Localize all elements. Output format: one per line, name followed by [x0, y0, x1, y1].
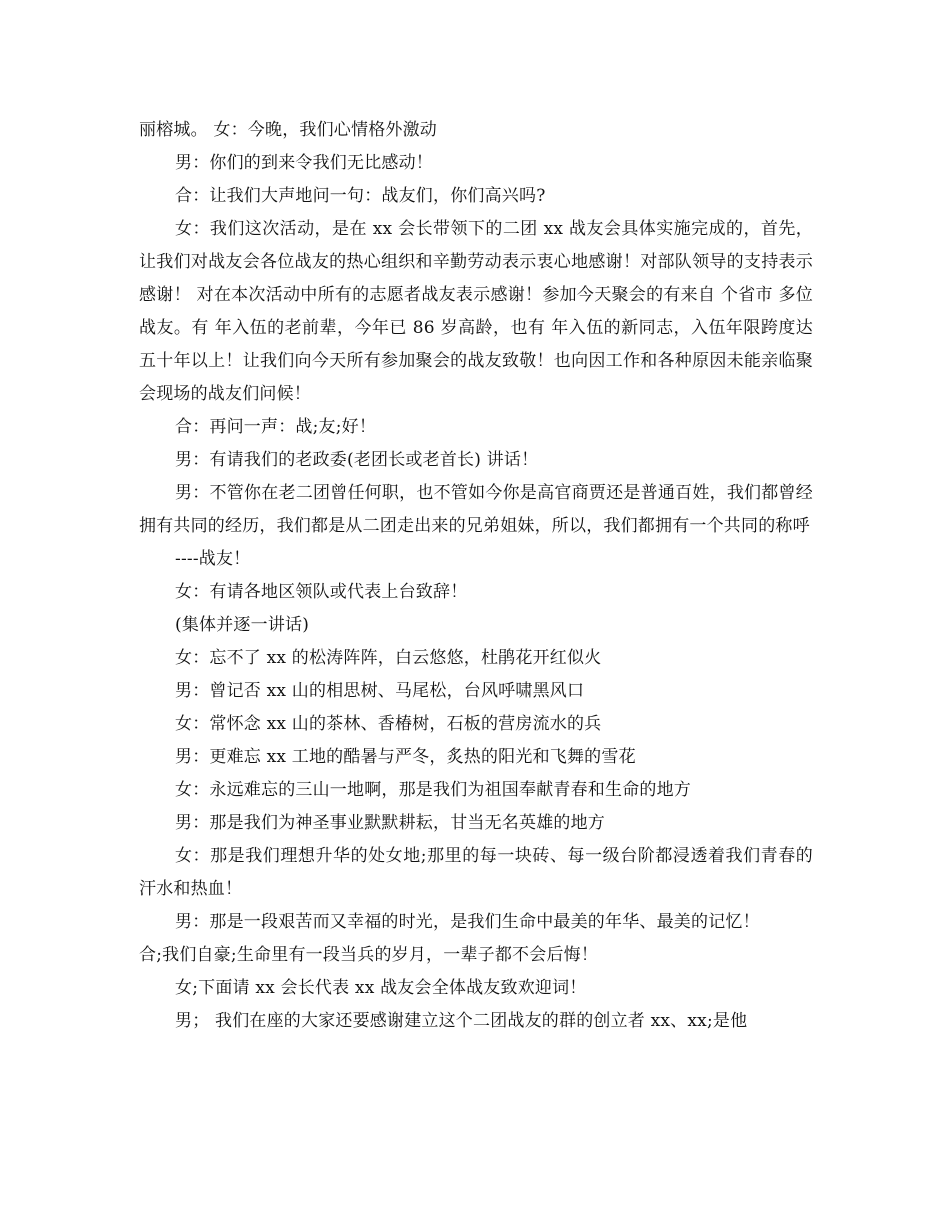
paragraph: ----战友！ [175, 549, 251, 569]
paragraph: 男：那是一段艰苦而又幸福的时光，是我们生命中最美的年华、最美的记忆！ [175, 912, 760, 932]
paragraph: 男：更难忘 xx 工地的酷暑与严冬，炙热的阳光和飞舞的雪花 [175, 747, 636, 767]
paragraph: 女：忘不了 xx 的松涛阵阵，白云悠悠，杜鹃花开红似火 [175, 648, 602, 668]
paragraph: (集体并逐一讲话) [175, 615, 310, 635]
paragraph: 丽榕城。 女：今晚，我们心情格外激动 [139, 120, 438, 140]
paragraph: 男：你们的到来令我们无比感动！ [175, 153, 433, 173]
paragraph: 男； 我们在座的大家还要感谢建立这个二团战友的群的创立者 xx、xx;是他 [175, 1011, 748, 1031]
paragraph: 合;我们自豪;生命里有一段当兵的岁月，一辈子都不会后悔！ [139, 945, 599, 965]
document-body [139, 114, 813, 1038]
paragraph: 男：曾记否 xx 山的相思树、马尾松，台风呼啸黑风口 [175, 681, 585, 701]
paragraph: 男：不管你在老二团曾任何职，也不管如今你是高官商贾还是普通百姓，我们都曾经拥有共同的经历，我们都是从二团走出来的兄弟姐妹，所以，我们都拥有一个共同的称呼 [139, 483, 813, 536]
paragraph: 女：我们这次活动，是在 xx 会长带领下的二团 xx 战友会具体实施完成的，首先，让我们对战友会各位战友的热心组织和辛勤劳动表示衷心地感谢！对部队领导的支持表示感谢！ 对在本次活动中所有的志愿者战友表示感谢！参加今天聚会的有来自 个省市 多位战友。有 年入伍的老前辈，今年已 86 岁高龄，也有 年入伍的新同志，入伍年限跨度达五十年以上！让我们向今天所有参加聚会的战友致敬！也向因工作和各种原因未能亲临聚会现场的战友们问候！ [139, 219, 813, 404]
paragraph: 女：常怀念 xx 山的茶林、香椿树，石板的营房流水的兵 [175, 714, 602, 734]
paragraph: 女：永远难忘的三山一地啊，那是我们为祖国奉献青春和生命的地方 [175, 780, 691, 800]
paragraph: 男：那是我们为神圣事业默默耕耘，甘当无名英雄的地方 [175, 813, 605, 833]
paragraph: 女：有请各地区领队或代表上台致辞！ [175, 582, 468, 602]
paragraph: 合：让我们大声地问一句：战友们，你们高兴吗? [175, 186, 546, 206]
paragraph: 男：有请我们的老政委(老团长或老首长) 讲话！ [175, 450, 539, 470]
paragraph: 女：那是我们理想升华的处女地;那里的每一块砖、每一级台阶都浸透着我们青春的汗水和热血！ [139, 846, 813, 899]
paragraph: 合：再问一声：战;友;好！ [175, 417, 377, 437]
paragraph: 女;下面请 xx 会长代表 xx 战友会全体战友致欢迎词！ [175, 978, 587, 998]
